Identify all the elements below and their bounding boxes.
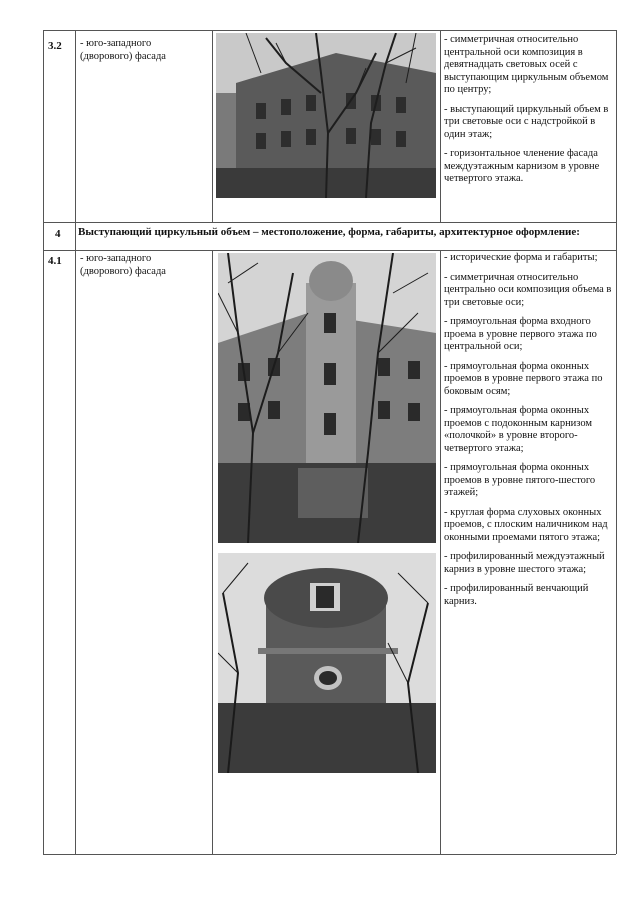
section-heading-4: Выступающий циркульный объем – местоположение, форма, габариты, архитектурное оформление: — [78, 226, 580, 238]
property-item: - круглая форма слуховых оконных проемов, с плоским наличником над оконными проемами пятого этажа; — [444, 506, 608, 543]
property-item: - прямоугольная форма оконных проемов в уровне первого этажа по боковым осям; — [444, 360, 603, 397]
row-divider-2 — [43, 250, 616, 251]
row-element-4-1: - юго-западного (дворового) фасада — [80, 253, 166, 277]
property-item: - симметричная относительно центрально оси композиция объема в три световые оси; — [444, 271, 612, 308]
col-divider-1 — [75, 30, 76, 854]
property-item: - профилированный венчающий карниз. — [444, 583, 589, 607]
tower-top-photo — [218, 553, 436, 773]
property-item: - прямоугольная форма оконных проемов с подоконным карнизом «полочкой» в уровне второго-четвертого этажа; — [444, 405, 593, 454]
round-volume-photo — [218, 253, 436, 543]
row-number-4: 4 — [55, 228, 61, 240]
table-top-border — [43, 30, 616, 31]
property-item: - выступающий циркульный объем в три световые оси с надстройкой в один этаж; — [444, 103, 609, 140]
property-item: - прямоугольная форма входного проема в уровне первого этажа по центральной оси; — [444, 316, 597, 352]
row-number-4-1: 4.1 — [48, 255, 62, 267]
col-divider-3b — [440, 250, 441, 854]
table-left-border — [43, 30, 44, 854]
row-element-3-2: - юго-западного (дворового) фасада — [80, 38, 166, 62]
col-divider-3 — [440, 30, 441, 222]
table-right-border — [616, 30, 617, 854]
property-item: - прямоугольная форма оконных проемов в уровне пятого-шестого этажей; — [444, 462, 596, 498]
property-item: - горизонтальное членение фасада междуэтажным карнизом в уровне четвертого этажа. — [444, 148, 600, 184]
col-divider-2b — [212, 250, 213, 854]
property-item: - симметричная относительно центральной оси композиция в девятнадцать световых осей с выступающим циркульным объемом по центру; — [444, 34, 609, 95]
property-item: - исторические форма и габариты; — [444, 252, 598, 263]
col-divider-2 — [212, 30, 213, 222]
courtyard-facade-photo — [216, 33, 436, 198]
table-bottom-border — [43, 854, 616, 855]
row-divider-1 — [43, 222, 616, 223]
property-item: - профилированный междуэтажный карниз в уровне шестого этажа; — [444, 551, 605, 575]
row-number-3-2: 3.2 — [48, 40, 62, 52]
row-properties-3-2 — [444, 34, 612, 193]
row-properties-4-1 — [444, 252, 612, 615]
